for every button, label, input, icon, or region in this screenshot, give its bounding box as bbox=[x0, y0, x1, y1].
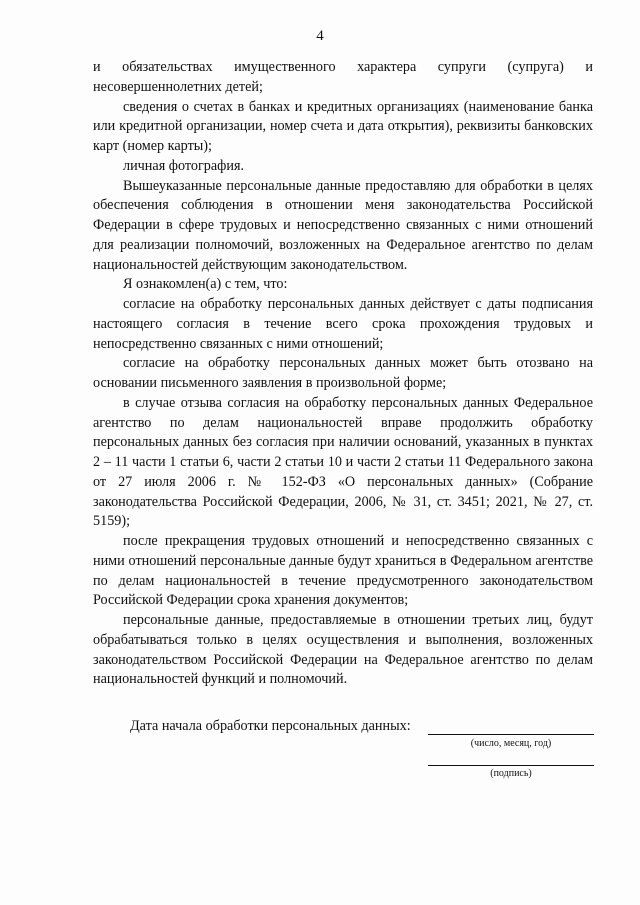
paragraph-storage: после прекращения трудовых отношений и непосредственно связанных с ними отношений персональные данные будут храниться в Федеральном агентстве по делам национальностей в течение предусмотренного законодательством Российской Федерации срока хранения документов; bbox=[93, 533, 593, 609]
start-date-caption: (число, месяц, год) bbox=[470, 738, 552, 749]
paragraph-property-obligations: и обязательствах имущественного характера супруги (супруга) и несовершеннолетних детей; bbox=[93, 59, 593, 95]
signature-caption: (подпись) bbox=[490, 768, 532, 779]
page-number: 4 bbox=[316, 28, 324, 44]
paragraph-consent-revocation: согласие на обработку персональных данных может быть отозвано на основании письменного заявления в произвольной форме; bbox=[93, 355, 593, 391]
signature-field[interactable] bbox=[428, 765, 594, 766]
paragraph-third-parties: персональные данные, предоставляемые в отношении третьих лиц, будут обрабатываться только в целях осуществления и выполнения, возложенных законодательством Российской Федерации на Федеральное агентство по делам национальностей функций и полномочий. bbox=[93, 612, 593, 688]
paragraph-photo: личная фотография. bbox=[123, 157, 245, 174]
paragraph-bank-accounts: сведения о счетах в банках и кредитных организациях (наименование банка или кредитной организации, номер счета и дата открытия), реквизиты банковских карт (номер карты); bbox=[93, 98, 593, 154]
start-date-field[interactable] bbox=[428, 734, 594, 735]
paragraph-consent-duration: согласие на обработку персональных данных действует с даты подписания настоящего согласия в течение всего срока прохождения трудовых и непосредственно связанных с ними отношений; bbox=[93, 296, 593, 352]
paragraph-acknowledged: Я ознакомлен(а) с тем, что: bbox=[123, 276, 288, 293]
paragraph-revocation-grounds: в случае отзыва согласия на обработку персональных данных Федеральное агентство по делам национальностей вправе продолжить обработку персональных данных без согласия при наличии оснований, указанных в пунктах 2 – 11 части 1 статьи 6, части 2 статьи 10 и части 2 статьи 11 Федерального закона от 27 июля 2006 г. № 152-ФЗ «О персональных данных» (Собрание законодательства Российской Федерации, 2006, № 31, ст. 3451; 2021, № 27, ст. 5159); bbox=[93, 394, 593, 530]
paragraph-purpose: Вышеуказанные персональные данные предоставляю для обработки в целях обеспечения соблюдения в отношении меня законодательства Российской Федерации в сфере трудовых и непосредственно связанных с ними отношений для реализации полномочий, возложенных на Федеральное агентство по делам национальностей действующим законодательством. bbox=[93, 177, 593, 273]
start-date-label: Дата начала обработки персональных данных: bbox=[130, 718, 411, 734]
signature-block bbox=[0, 718, 640, 798]
document-body bbox=[93, 58, 593, 690]
